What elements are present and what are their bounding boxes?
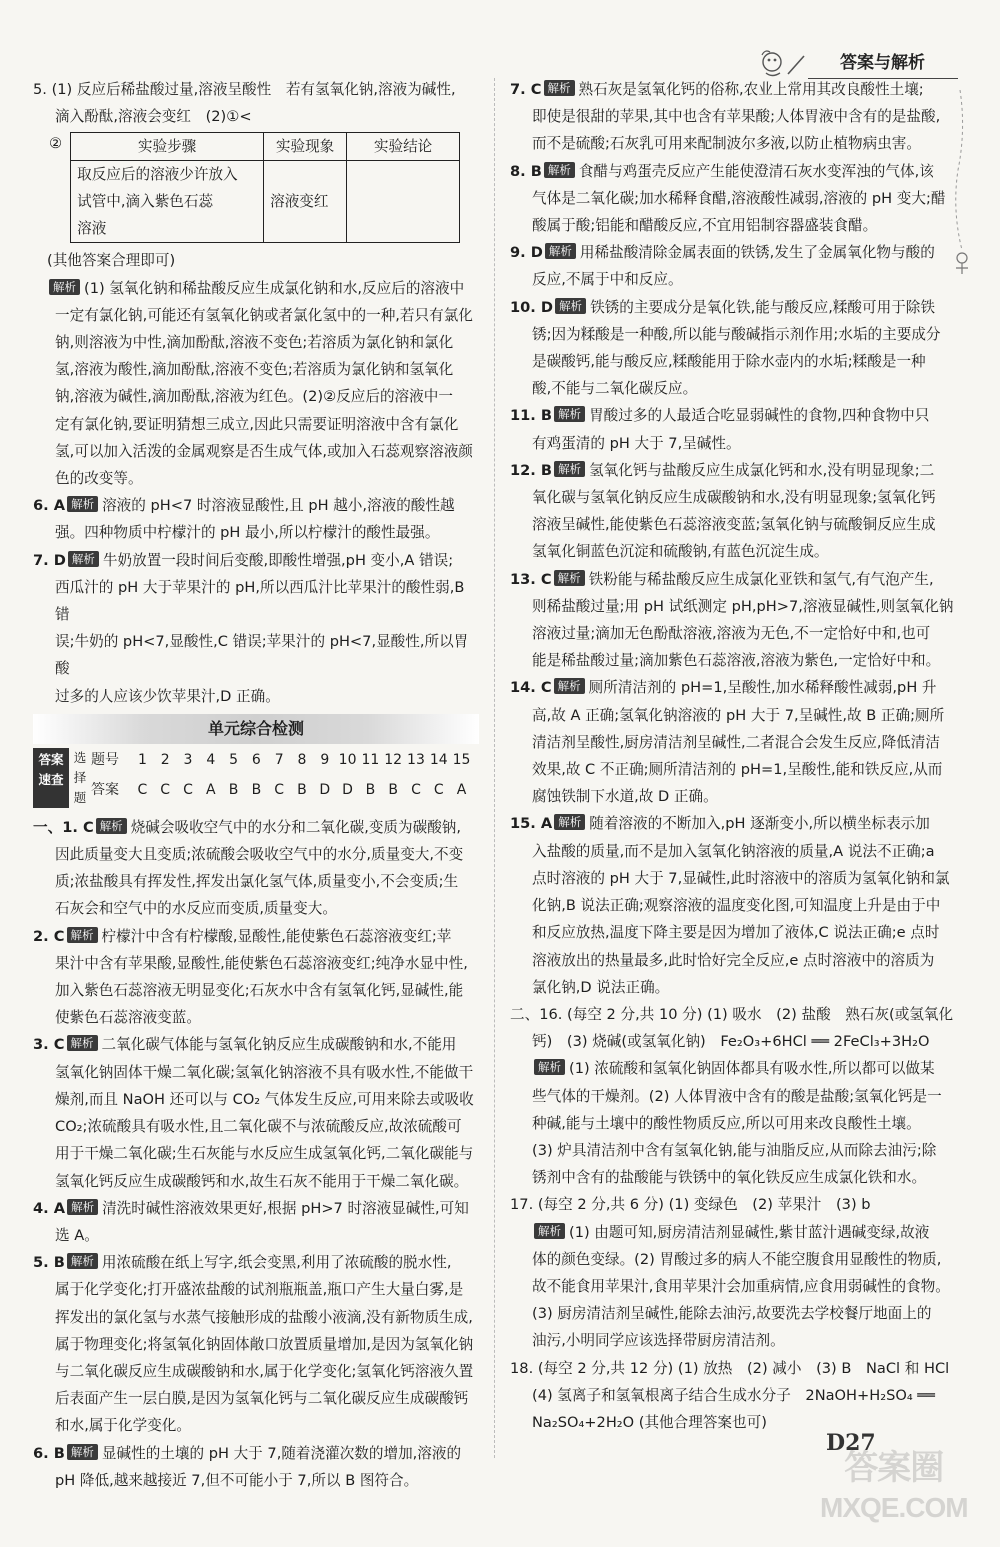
text-line: 属于化学变化;打开盛浓盐酸的试剂瓶瓶盖,瓶口产生大量白雾,是	[55, 1281, 464, 1299]
text-line: 选 A。	[55, 1226, 99, 1244]
text-line: 柠檬汁中含有柠檬酸,显酸性,能使紫色石蕊溶液变红;苹	[101, 927, 452, 945]
text-line: 强。四种物质中柠檬汁的 pH 最小,所以柠檬汁的酸性最强。	[55, 524, 440, 542]
text-line: 氢氧化钙与盐酸反应生成氯化钙和水,没有明显现象;二	[589, 461, 935, 479]
question-number: 8. B	[510, 162, 542, 180]
text-line: 取反应后的溶液少许放入	[77, 166, 238, 184]
quick-check-type	[71, 748, 89, 808]
number-cell: 3	[183, 751, 193, 768]
q1-answer	[33, 814, 479, 923]
text-line: 色的改变等。	[55, 470, 143, 488]
text-line: (1) 氢氧化钠和稀盐酸反应生成氯化钠和水,反应后的溶液中	[84, 279, 465, 297]
number-cell: 4	[206, 751, 216, 768]
q7r-answer	[510, 76, 960, 158]
number-cell: 2	[160, 751, 170, 768]
text-line: 用稀盐酸清除金属表面的铁锈,发生了金属氧化物与酸的	[579, 244, 935, 262]
question-number: 12. B	[510, 461, 553, 479]
text-line: (3) 炉具清洁剂中含有氢氧化钠,能与油脂反应,从而除去油污;除	[532, 1141, 937, 1159]
text-line: 故不能食用苹果汁,食用苹果汁会加重病情,应食用弱碱性的食物。	[532, 1277, 950, 1295]
text-line: 属于物理变化;将氢氧化钠固体敞口放置质量增加,是因为氢氧化钠	[55, 1335, 474, 1353]
answer-cell: B	[297, 781, 307, 798]
question-number: 2. C	[33, 927, 65, 945]
quick-check-grid	[91, 748, 473, 808]
text-line: CO₂;浓硫酸具有吸水性,且二氧化碳不与浓硫酸反应,故浓硫酸可	[55, 1118, 462, 1136]
text-line: 燥剂,而且 NaOH 还可以与 CO₂ 气体发生反应,可用来除去或吸收	[55, 1090, 474, 1108]
question-number: 13. C	[510, 570, 552, 588]
text-line: 锈;因为糅酸是一种酸,所以能与酸碱指示剂作用;水垢的主要成分	[532, 325, 941, 343]
right-column	[510, 76, 960, 1436]
answer-cell: B	[388, 781, 398, 798]
table-header: 实验结论	[347, 133, 460, 161]
analysis-tag: 解析	[554, 406, 585, 422]
analysis-tag: 解析	[67, 927, 98, 943]
analysis-tag: 解析	[544, 80, 575, 96]
section-title: 单元综合检测	[33, 714, 479, 744]
answer-cell: A	[206, 781, 216, 798]
question-number: 4. A	[33, 1199, 66, 1217]
number-cell: 1	[137, 751, 147, 768]
answer-cell: C	[433, 781, 444, 798]
analysis-tag: 解析	[534, 1223, 565, 1239]
text-line: 溶液呈碱性,能使紫色石蕊溶液变蓝;氢氧化钠与硫酸铜反应生成	[532, 516, 936, 534]
table-cell-step	[71, 161, 264, 243]
analysis-tag: 解析	[554, 678, 585, 694]
q5-analysis	[33, 275, 479, 493]
analysis-tag: 解析	[545, 243, 576, 259]
text-line: 体的颜色变绿。(2) 胃酸过多的病人不能空腹食用显酸性的物质,	[532, 1250, 942, 1268]
row-header: 答案	[91, 781, 119, 798]
text-line: 滴入酚酞,溶液会变红 (2)①<	[55, 108, 252, 126]
text-line: 腐蚀铁制下水道,故 D 正确。	[532, 788, 718, 806]
analysis-tag: 解析	[67, 1444, 98, 1460]
text-line: 氯化钠,D 说法正确。	[532, 978, 670, 996]
q4-answer	[33, 1195, 479, 1249]
text-line: 油污,小明同学应该选择带厨房清洁剂。	[532, 1332, 785, 1350]
question-number: 14. C	[510, 679, 552, 697]
table-cell-conclusion	[347, 161, 460, 243]
answer-cell: C	[274, 781, 285, 798]
text-line: 是碳酸钙,能与酸反应,糅酸能用于除水壶内的水垢;糅酸是一种	[532, 353, 926, 371]
text-line: 气体是二氧化碳;加水稀释食醋,溶液酸性减弱,溶液的 pH 变大;醋	[532, 189, 946, 207]
question-number: 11. B	[510, 407, 553, 425]
text-line: 石灰会和空气中的水反应而变质,质量变大。	[55, 900, 337, 918]
answer-cell: B	[365, 781, 376, 798]
text-line: 效果,故 C 不正确;厕所清洁剂的 pH=1,呈酸性,能和铁反应,从而	[532, 761, 943, 779]
analysis-tag: 解析	[544, 162, 575, 178]
text-line: 一定有氯化钠,可能还有氢氧化钠或者氯化氢中的一种,若只有氯化	[55, 306, 473, 324]
text-line: 题	[73, 789, 87, 805]
table-header: 实验步骤	[71, 133, 264, 161]
text-line: 二氧化碳气体能与氢氧化钠反应生成碳酸钠和水,不能用	[101, 1036, 457, 1054]
text-line: 烧碱会吸收空气中的水分和二氧化碳,变质为碳酸钠,	[130, 818, 462, 836]
q13-answer	[510, 566, 960, 675]
experiment-table	[70, 132, 460, 243]
answer-cell: D	[342, 781, 353, 798]
text-line: 溶液过量;滴加无色酚酞溶液,溶液为无色,不一定恰好中和,也可	[532, 625, 931, 643]
text-line: 些气体的干燥剂。(2) 人体胃液中含有的酸是盐酸;氢氧化钙是一	[532, 1087, 942, 1105]
q5b-answer	[33, 1249, 479, 1439]
text-line: 选	[73, 749, 87, 765]
text-line: 氧化碳与氢氧化钠反应生成碳酸钠和水,没有明显现象;氢氧化钙	[532, 489, 936, 507]
text-line: 西瓜汁的 pH 大于苹果汁的 pH,所以西瓜汁比苹果汁的酸性弱,B 错	[55, 578, 465, 624]
text-line: 铁粉能与稀盐酸反应生成氯化亚铁和氢气,有气泡产生,	[588, 570, 934, 588]
header-title: 答案与解析	[840, 53, 925, 73]
text-line: 质;浓盐酸具有挥发性,挥发出氯化氢气体,质量变小,不会变质;生	[55, 873, 459, 891]
table-header: 实验现象	[264, 133, 347, 161]
text-line: 铁锈的主要成分是氧化铁,能与酸反应,糅酸可用于除铁	[590, 298, 935, 316]
number-cell: 8	[297, 751, 307, 768]
text-line: 18. (每空 2 分,共 12 分) (1) 放热 (2) 减小 (3) B NaCl 和 HCl	[510, 1359, 950, 1377]
text-line: 二、16. (每空 2 分,共 10 分) (1) 吸水 (2) 盐酸 熟石灰(或氢氧化	[510, 1005, 954, 1023]
q7-answer	[33, 547, 479, 710]
text-line: 清洁剂呈酸性,厨房清洁剂呈碱性,二者混合会发生反应,降低清洁	[532, 733, 940, 751]
text-line: 牛奶放置一段时间后变酸,即酸性增强,pH 变小,A 错误;	[102, 551, 454, 569]
q10-answer	[510, 294, 960, 403]
text-line: 5. (1) 反应后稀盐酸过量,溶液呈酸性 若有氢氧化钠,溶液为碱性,	[33, 81, 456, 98]
text-line: 氢,可以加入活泼的金属观察是否生成气体,或加入石蕊观察溶液颜	[55, 442, 473, 460]
number-cell: 9	[320, 751, 330, 768]
quick-check-label	[33, 748, 69, 808]
question-number: 5. B	[33, 1254, 65, 1272]
text-line: 试管中,滴入紫色石蕊	[77, 193, 214, 211]
analysis-tag: 解析	[554, 461, 585, 477]
answer-cell: B	[228, 781, 239, 798]
question-number: 9. D	[510, 244, 543, 262]
quick-check-row-answers	[91, 779, 473, 801]
text-line: 钙) (3) 烧碱(或氢氧化钠) Fe₂O₃+6HCl ══ 2FeCl₃+3H₂O	[532, 1033, 930, 1051]
answer-cell: C	[137, 781, 148, 798]
text-line: 溶液的 pH<7 时溶液显酸性,且 pH 越小,溶液的酸性越	[102, 497, 455, 515]
q18-answer	[510, 1355, 960, 1437]
text-line: (其他答案合理即可)	[47, 252, 176, 270]
number-cell: 6	[251, 751, 261, 768]
text-line: 化钠,B 说法正确;观察溶液的温度变化图,可知温度上升是由于中	[532, 897, 941, 915]
text-line: 定有氯化钠,要证明猜想三成立,因此只需要证明溶液中含有氯化	[55, 415, 459, 433]
q16-answer	[510, 1001, 960, 1191]
question-number: 6. A	[33, 497, 66, 515]
analysis-tag: 解析	[534, 1059, 565, 1075]
left-column	[33, 76, 479, 1494]
analysis-tag: 解析	[67, 1199, 98, 1215]
text-line: 加入紫色石蕊溶液无明显变化;石灰水中含有氢氧化钙,显碱性,能	[55, 982, 464, 1000]
q8-answer	[510, 158, 960, 240]
text-line: 而不是硫酸;石灰乳可用来配制波尔多液,以防止植物病虫害。	[532, 135, 921, 153]
q3-answer	[33, 1031, 479, 1194]
text-line: 则稀盐酸过量;用 pH 试纸测定 pH,pH>7,溶液显碱性,则氢氧化钠	[532, 597, 954, 615]
text-line: (1) 由题可知,厨房清洁剂显碱性,紫甘蓝汁遇碱变绿,故液	[569, 1223, 930, 1241]
text-line: 锈剂中含有的盐酸能与铁锈中的氧化铁反应生成氯化铁和水。	[532, 1169, 927, 1187]
number-cell: 15	[452, 751, 471, 768]
text-line: (1) 浓硫酸和氢氧化钠固体都具有吸水性,所以都可以做某	[569, 1060, 935, 1078]
text-line: 挥发出的氯化氢与水蒸气接触形成的盐酸小液滴,没有新物质生成,	[55, 1308, 473, 1326]
q14-answer	[510, 674, 960, 810]
text-line: 氢,溶液为酸性,滴加酚酞,溶液不变色;若溶质为氯化钠和氢氧化	[55, 361, 454, 379]
text-line: 酸,不能与二氧化碳反应。	[532, 380, 698, 398]
q6b-answer	[33, 1440, 479, 1494]
answer-cell: C	[183, 781, 193, 798]
number-cell: 10	[338, 751, 357, 768]
answer-quick-check	[33, 748, 479, 808]
text-line: 择	[73, 769, 87, 785]
text-line: 与二氧化碳反应生成碳酸钠和水,属于化学变化;氢氧化钙溶液久置	[55, 1362, 474, 1380]
question-number: 7. D	[33, 551, 66, 569]
text-line: (3) 厨房清洁剂呈碱性,能除去油污,故要洗去学校餐厅地面上的	[532, 1305, 932, 1323]
text-line: Na₂SO₄+2H₂O (其他合理答案也可)	[532, 1413, 767, 1431]
number-cell: 7	[274, 751, 284, 768]
number-cell: 14	[429, 751, 448, 768]
text-line: 因此质量变大且变质;浓硫酸会吸收空气中的水分,质量变大,不变	[55, 846, 464, 864]
text-line: 熟石灰是氢氧化钙的俗称,农业上常用其改良酸性土壤;	[578, 81, 924, 98]
q5-table-block	[33, 130, 479, 247]
number-cell: 12	[384, 751, 403, 768]
q6-answer	[33, 492, 479, 546]
q15-answer	[510, 810, 960, 1000]
text-line: 和反应放热,温度下降主要是因为增加了液体,C 说法正确;e 点时	[532, 924, 940, 942]
analysis-tag: 解析	[67, 1253, 98, 1269]
page-number: D27	[826, 1430, 876, 1456]
number-cell: 5	[229, 751, 239, 768]
text-line: 误;牛奶的 pH<7,显酸性,C 错误;苹果汁的 pH<7,显酸性,所以胃酸	[55, 633, 469, 678]
text-line: 酸属于酸;铝能和醋酸反应,不宜用铝制容器盛装食醋。	[532, 217, 878, 235]
watermark-line: 答案圈	[844, 1449, 944, 1487]
mascot-icon	[758, 46, 808, 80]
text-line: pH 降低,越来越接近 7,但不可能小于 7,所以 B 图符合。	[55, 1471, 419, 1489]
text-line: 食醋与鸡蛋壳反应产生能使澄清石灰水变浑浊的气体,该	[578, 162, 934, 180]
text-line: 反应,不属于中和反应。	[532, 271, 683, 289]
circled-two: ②	[49, 135, 63, 153]
analysis-tag: 解析	[554, 814, 585, 830]
answer-cell: B	[251, 781, 262, 798]
text-line: 和水,属于化学变化。	[55, 1417, 191, 1435]
question-number: 一、1. C	[33, 818, 94, 836]
analysis-tag: 解析	[68, 551, 99, 567]
text-line: 显碱性的土壤的 pH 大于 7,随着浇灌次数的增加,溶液的	[101, 1444, 462, 1462]
text-line: 溶液	[77, 220, 107, 238]
q12-answer	[510, 457, 960, 566]
q17-answer	[510, 1191, 960, 1354]
watermark-line: MXQE.COM	[820, 1492, 968, 1523]
text-line: 有鸡蛋清的 pH 大于 7,呈碱性。	[532, 434, 741, 452]
text-line: 清洗时碱性溶液效果更好,根据 pH>7 时溶液显碱性,可知	[102, 1199, 469, 1217]
analysis-tag: 解析	[555, 298, 586, 314]
question-number: 3. C	[33, 1036, 65, 1054]
question-number: 15. A	[510, 815, 553, 833]
q9-answer	[510, 239, 960, 293]
analysis-tag: 解析	[67, 1035, 98, 1051]
answer-cell: C	[160, 781, 171, 798]
text-line: 种碱,能与土壤中的酸性物质反应,所以可用来改良酸性土壤。	[532, 1114, 921, 1132]
q2-answer	[33, 923, 479, 1032]
text-line: 后表面产生一层白膜,是因为氢氧化钙与二氧化碳反应生成碳酸钙	[55, 1390, 469, 1408]
q11-answer	[510, 402, 960, 456]
text-line: 氢氧化钙反应生成碳酸钙和水,故生石灰不能用于干燥二氧化碳。	[55, 1172, 469, 1190]
text-line: 溶液放出的热量最多,此时恰好完全反应,e 点时溶液中的溶质为	[532, 951, 935, 969]
text-line: 氢氧化铜蓝色沉淀和硫酸钠,有蓝色沉淀生成。	[532, 543, 829, 561]
answer-cell: C	[411, 781, 421, 798]
answer-cell: A	[456, 781, 467, 798]
text-line: 随着溶液的不断加入,pH 逐渐变小,所以横坐标表示加	[589, 815, 930, 833]
column-divider	[494, 78, 495, 1458]
q5-answer	[33, 76, 479, 130]
text-line: (4) 氢离子和氢氧根离子结合生成水分子 2NaOH+H₂SO₄ ══	[532, 1386, 935, 1404]
text-line: 胃酸过多的人最适合吃显弱碱性的食物,四种食物中只	[589, 407, 930, 425]
text-line: 过多的人应该少饮苹果汁,D 正确。	[55, 687, 280, 705]
text-line: 速查	[38, 771, 64, 787]
text-line: 果汁中含有苹果酸,显酸性,能使紫色石蕊溶液变红;纯净水显中性,	[55, 954, 468, 972]
text-line: 17. (每空 2 分,共 6 分) (1) 变绿色 (2) 苹果汁 (3) b	[510, 1196, 871, 1214]
text-line: 厕所清洁剂的 pH=1,呈酸性,加水稀释酸性减弱,pH 升	[588, 679, 937, 697]
text-line: 点时溶液的 pH 大于 7,显碱性,此时溶液中的溶质为氢氧化钠和氯	[532, 869, 950, 887]
watermark	[820, 1448, 968, 1528]
question-number: 10. D	[510, 298, 554, 316]
analysis-tag: 解析	[49, 279, 80, 295]
question-number: 7. C	[510, 81, 542, 98]
analysis-tag: 解析	[554, 570, 585, 586]
analysis-tag: 解析	[96, 818, 127, 834]
text-line: 高,故 A 正确;氢氧化钠溶液的 pH 大于 7,呈碱性,故 B 正确;厕所	[532, 706, 945, 724]
text-line: 使紫色石蕊溶液变蓝。	[55, 1009, 201, 1027]
text-line: 能是稀盐酸过量;滴加紫色石蕊溶液,溶液为紫色,一定恰好中和。	[532, 652, 941, 670]
text-line: 钠,则溶液为中性,滴加酚酞,溶液不变色;若溶质为氯化钠和氯化	[55, 334, 454, 352]
text-line: 入盐酸的质量,而不是加入氢氧化钠溶液的质量,A 说法不正确;a	[532, 842, 935, 860]
text-line: 氢氧化钠固体干燥二氧化碳;氢氧化钠溶液不具有吸水性,不能做干	[55, 1063, 474, 1081]
text-line: 用于干燥二氧化碳;生石灰能与水反应生成氢氧化钙,二氧化碳能与	[55, 1145, 474, 1163]
number-cell: 13	[407, 751, 425, 768]
table-cell-phenomenon: 溶液变红	[264, 161, 347, 243]
text-line: 答案	[38, 751, 64, 767]
row-header: 题号	[91, 751, 119, 768]
question-number: 6. B	[33, 1444, 65, 1462]
text-line: 钠,溶液为碱性,滴加酚酞,溶液为红色。(2)②反应后的溶液中一	[55, 388, 453, 406]
text-line: 用浓硫酸在纸上写字,纸会变黑,利用了浓硫酸的脱水性,	[101, 1254, 452, 1272]
quick-check-row-numbers	[91, 749, 473, 771]
text-line: 即使是很甜的苹果,其中也含有苹果酸;人体胃液中含有的是盐酸,	[532, 108, 941, 126]
number-cell: 11	[361, 751, 380, 768]
answer-cell: D	[319, 781, 331, 798]
analysis-tag: 解析	[67, 496, 98, 512]
